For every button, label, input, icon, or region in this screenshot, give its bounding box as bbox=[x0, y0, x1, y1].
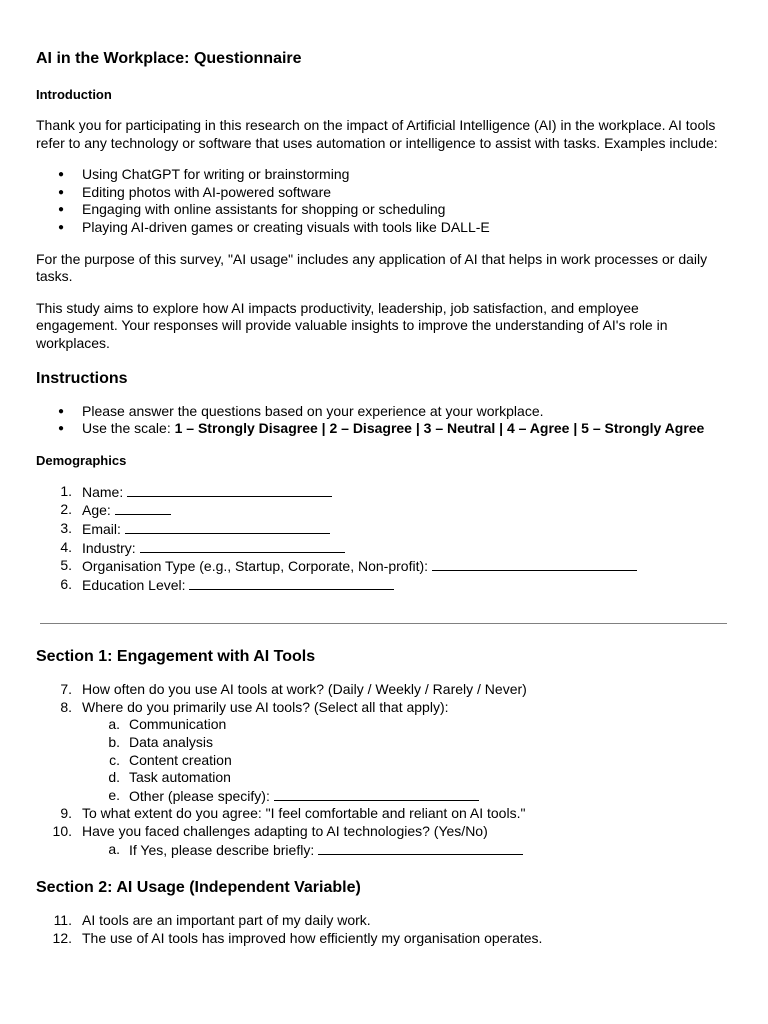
item-number: 3. bbox=[60, 519, 72, 536]
question-number: 11. bbox=[53, 912, 72, 929]
option-item bbox=[36, 716, 732, 734]
question-11 bbox=[36, 912, 732, 930]
demographic-email-item bbox=[36, 520, 732, 539]
question-12 bbox=[36, 930, 732, 948]
question-text: Where do you primarily use AI tools? (Select all that apply): bbox=[82, 698, 449, 715]
instructions-list bbox=[36, 403, 732, 438]
option-letter: a. bbox=[108, 840, 120, 857]
list-item: ● Please answer the questions based on your experience at your workplace. bbox=[36, 403, 732, 421]
paragraph-line: This study aims to explore how AI impacts productivity, leadership, job satisfaction, and employee bbox=[36, 299, 639, 316]
question-9 bbox=[36, 805, 732, 823]
question-text: Have you faced challenges adapting to AI technologies? (Yes/No) bbox=[82, 823, 488, 840]
question-text: AI tools are an important part of my daily work. bbox=[82, 912, 371, 929]
intro-paragraph bbox=[36, 117, 732, 152]
organisation-answer-blank[interactable] bbox=[432, 557, 637, 571]
question-number: 12. bbox=[52, 929, 72, 946]
question-text: The use of AI tools has improved how efficiently my organisation operates. bbox=[82, 929, 543, 946]
option-letter: c. bbox=[109, 751, 120, 768]
question-10 bbox=[36, 823, 732, 841]
option-letter: d. bbox=[108, 769, 120, 786]
paragraph-line: tasks. bbox=[36, 268, 73, 285]
demographics-list bbox=[36, 483, 732, 595]
list-item: ● Playing AI-driven games or creating visuals with tools like DALL-E bbox=[36, 219, 732, 237]
section1-questions bbox=[36, 681, 732, 716]
item-label: Age: bbox=[82, 502, 115, 519]
demographic-organisation-item bbox=[36, 557, 732, 576]
item-label: Name: bbox=[82, 483, 128, 500]
email-answer-blank[interactable] bbox=[125, 520, 330, 534]
option-text: If Yes, please describe briefly: bbox=[129, 841, 319, 858]
question-number: 7. bbox=[60, 681, 72, 698]
list-item: ● Editing photos with AI-powered software bbox=[36, 184, 732, 202]
demographics-heading: Demographics bbox=[36, 452, 127, 468]
item-label: Organisation Type (e.g., Startup, Corporate, Non-profit): bbox=[82, 558, 432, 575]
industry-answer-blank[interactable] bbox=[140, 539, 345, 553]
option-letter: a. bbox=[108, 716, 120, 733]
usage-definition-paragraph bbox=[36, 251, 732, 286]
demographic-age-item bbox=[36, 501, 732, 520]
option-text: Content creation bbox=[129, 751, 232, 768]
horizontal-divider bbox=[40, 623, 727, 624]
challenges-description-blank[interactable] bbox=[318, 841, 523, 855]
question-7 bbox=[36, 681, 732, 699]
section1-questions-continued bbox=[36, 805, 732, 840]
question-8 bbox=[36, 699, 732, 717]
other-specify-blank[interactable] bbox=[274, 787, 479, 801]
item-number: 6. bbox=[60, 575, 72, 592]
document-body bbox=[36, 48, 732, 947]
paragraph-line: For the purpose of this survey, "AI usage" includes any application of AI that helps in work processes or daily bbox=[36, 250, 708, 267]
introduction-heading: Introduction bbox=[36, 87, 112, 102]
paragraph-line: engagement. Your responses will provide valuable insights to improve the understanding of AI's role in bbox=[36, 317, 668, 334]
item-label: Email: bbox=[82, 520, 125, 537]
option-item bbox=[36, 769, 732, 787]
demographic-education-item bbox=[36, 576, 732, 595]
study-aim-paragraph bbox=[36, 300, 732, 353]
item-number: 4. bbox=[60, 538, 72, 555]
rating-scale: 1 – Strongly Disagree | 2 – Disagree | 3 – Neutral | 4 – Agree | 5 – Strongly Agree bbox=[174, 420, 705, 437]
option-item bbox=[36, 752, 732, 770]
item-label: Industry: bbox=[82, 539, 140, 556]
question-10-sub bbox=[36, 841, 732, 860]
education-answer-blank[interactable] bbox=[189, 576, 394, 590]
examples-list bbox=[36, 166, 732, 236]
paragraph-line: workplaces. bbox=[36, 334, 110, 351]
scale-prefix: Use the scale: bbox=[82, 420, 175, 437]
item-label: Education Level: bbox=[82, 576, 190, 593]
option-text: Task automation bbox=[129, 769, 231, 786]
item-number: 2. bbox=[60, 501, 72, 518]
instructions-heading: Instructions bbox=[36, 369, 128, 387]
option-text: Data analysis bbox=[129, 734, 214, 751]
question-number: 9. bbox=[60, 805, 72, 822]
section1-heading: Section 1: Engagement with AI Tools bbox=[36, 648, 316, 666]
page-title: AI in the Workplace: Questionnaire bbox=[36, 50, 302, 67]
option-item bbox=[36, 841, 732, 860]
intro-line: refer to any technology or software that uses automation or intelligence to assist with tasks. Examples include: bbox=[36, 134, 718, 151]
option-item bbox=[36, 734, 732, 752]
list-item bbox=[36, 420, 732, 438]
option-text: Communication bbox=[129, 716, 227, 733]
option-text: Other (please specify): bbox=[129, 787, 274, 804]
option-item bbox=[36, 787, 732, 806]
question-8-options bbox=[36, 716, 732, 805]
question-number: 10. bbox=[52, 823, 72, 840]
question-number: 8. bbox=[60, 698, 72, 715]
list-item: ● Engaging with online assistants for shopping or scheduling bbox=[36, 201, 732, 219]
item-number: 1. bbox=[60, 482, 72, 499]
question-text: How often do you use AI tools at work? (Daily / Weekly / Rarely / Never) bbox=[82, 681, 527, 698]
question-text: To what extent do you agree: "I feel comfortable and reliant on AI tools." bbox=[82, 805, 526, 822]
option-letter: b. bbox=[108, 734, 120, 751]
age-answer-blank[interactable] bbox=[115, 501, 171, 515]
demographic-name-item bbox=[36, 483, 732, 502]
intro-line: Thank you for participating in this research on the impact of Artificial Intelligence (AI) in the workplace. AI tools bbox=[36, 117, 716, 133]
demographic-industry-item bbox=[36, 539, 732, 558]
option-letter: e. bbox=[108, 786, 120, 803]
name-answer-blank[interactable] bbox=[127, 483, 332, 497]
section2-questions bbox=[36, 912, 732, 947]
item-number: 5. bbox=[60, 557, 72, 574]
section2-heading: Section 2: AI Usage (Independent Variable) bbox=[36, 879, 361, 897]
list-item: ● Using ChatGPT for writing or brainstorming bbox=[36, 166, 732, 184]
